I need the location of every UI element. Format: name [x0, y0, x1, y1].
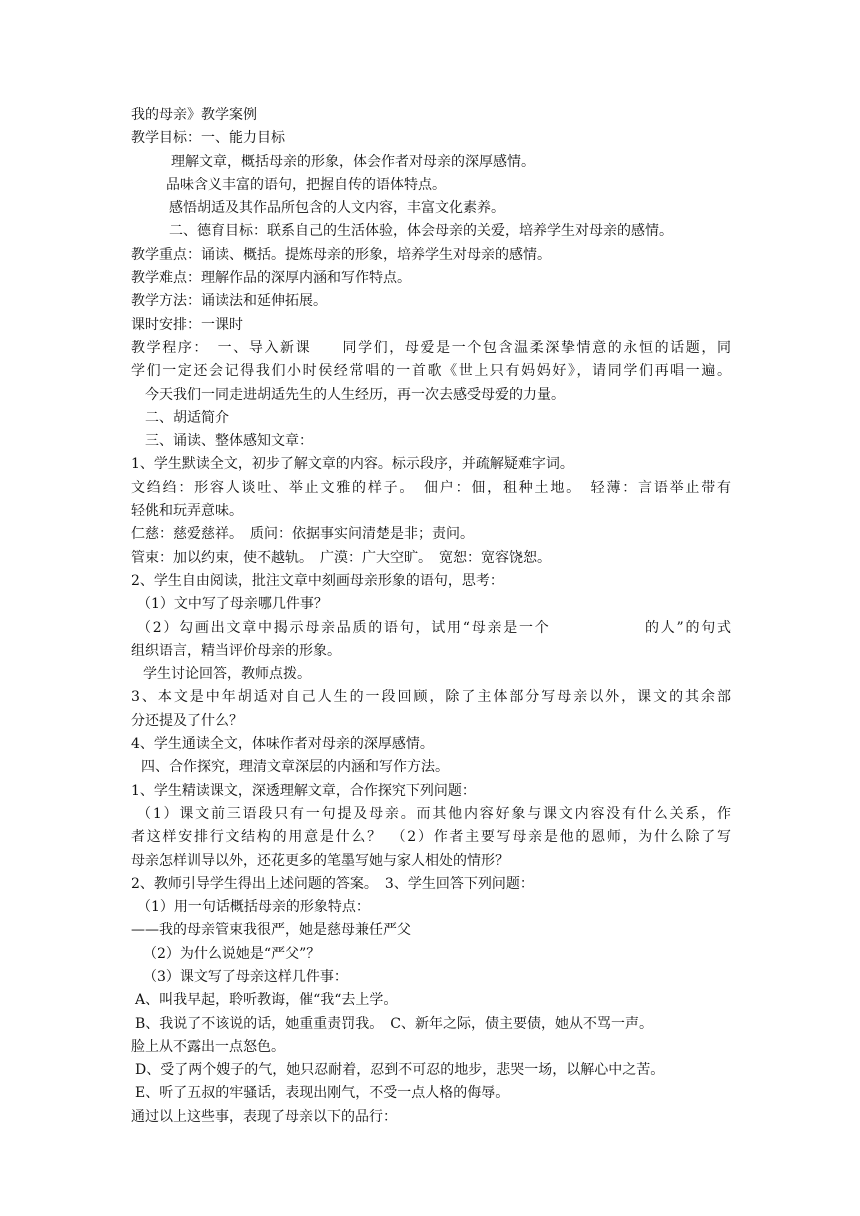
- doc-line: 教学目标：一、能力目标: [131, 130, 285, 147]
- doc-line: 感悟胡适及其作品所包含的人文内容，丰富文化素养。: [169, 200, 505, 217]
- doc-line: （3）课文写了母亲这样几件事：: [143, 968, 348, 985]
- doc-line: 学生讨论回答，教师点拨。: [143, 666, 311, 683]
- doc-line: 品味含义丰富的语句，把握自传的语体特点。: [166, 176, 446, 193]
- doc-line: 四、合作探究，理清文章深层的内涵和写作方法。: [141, 759, 449, 776]
- doc-line: 2、学生自由阅读，批注文章中刻画母亲形象的语句，思考：: [131, 572, 504, 589]
- doc-line: （2）勾画出文章中揭示母亲品质的语句，试用“母亲是一个 的人”的句式: [137, 619, 731, 636]
- doc-line: 组织语言，精当评价母亲的形象。: [131, 642, 341, 659]
- doc-line: 通过以上这些事，表现了母亲以下的品行：: [131, 1108, 397, 1125]
- doc-line: A、叫我早起，聆听教诲，催“我“去上学。: [135, 992, 398, 1009]
- doc-line: 教学方法：诵读法和延伸拓展。: [131, 293, 327, 310]
- doc-line: 仁慈：慈爱慈祥。 质问：依据事实问清楚是非；责问。: [131, 526, 474, 543]
- doc-line: 分还提及了什么？: [131, 712, 243, 729]
- doc-line: 3、本文是中年胡适对自己人生的一段回顾，除了主体部分写母亲以外，课文的其余部: [131, 689, 731, 706]
- doc-line: 课时安排：一课时: [131, 316, 243, 333]
- doc-line: 二、胡适简介: [145, 409, 229, 426]
- doc-line: （2）为什么说她是“严父”？: [143, 945, 321, 962]
- doc-line: 1、学生精读课文，深透理解文章，合作探究下列问题：: [131, 782, 476, 799]
- doc-line: 文绉绉：形容人谈吐、举止文雅的样子。 佃户：佃，租种土地。 轻薄：言语举止带有: [131, 479, 731, 496]
- doc-line: 三、诵读、整体感知文章：: [145, 433, 313, 450]
- doc-line: 4、学生通读全文，体味作者对母亲的深厚感情。: [131, 736, 434, 753]
- doc-line: 教学重点：诵读、概括。提炼母亲的形象，培养学生对母亲的感情。: [131, 246, 551, 263]
- doc-line: 学们一定还会记得我们小时侯经常唱的一首歌《世上只有妈妈好》，请同学们再唱一遍。: [131, 363, 731, 380]
- doc-line: 教学程序： 一、导入新课 同学们，母爱是一个包含温柔深挚情意的永恒的话题，同: [131, 339, 731, 356]
- doc-line: B、我说了不该说的话，她重重责罚我。 C、新年之际，债主要债，她从不骂一声。: [135, 1015, 653, 1032]
- doc-line: （1）课文前三语段只有一句提及母亲。而其他内容好象与课文内容没有什么关系，作: [137, 805, 731, 822]
- doc-line: 脸上从不露出一点怒色。: [131, 1038, 285, 1055]
- doc-line: E、听了五叔的牢骚话，表现出刚气，不受一点人格的侮辱。: [135, 1085, 510, 1102]
- doc-line: 1、学生默读全文，初步了解文章的内容。标示段序，并疏解疑难字词。: [131, 456, 574, 473]
- doc-line: 二、德育目标：联系自己的生活体验，体会母亲的关爱，培养学生对母亲的感情。: [169, 223, 673, 240]
- doc-line: （1）用一句话概括母亲的形象特点：: [137, 899, 370, 916]
- doc-line: 轻佻和玩弄意味。: [131, 503, 243, 520]
- doc-line: 今天我们一同走进胡适先生的人生经历，再一次去感受母爱的力量。: [145, 386, 565, 403]
- doc-line: 理解文章，概括母亲的形象，体会作者对母亲的深厚感情。: [171, 153, 535, 170]
- doc-line: （1）文中写了母亲哪几件事？: [137, 596, 328, 613]
- doc-line: 管束：加以约束，使不越轨。 广漠：广大空旷。 宽恕：宽容饶恕。: [131, 549, 551, 566]
- doc-line: 2、教师引导学生得出上述问题的答案。 3、学生回答下列问题：: [131, 875, 534, 892]
- doc-line: 教学难点：理解作品的深厚内涵和写作特点。: [131, 270, 411, 287]
- doc-title: 我的母亲》教学案例: [131, 107, 257, 123]
- doc-line: 者这样安排行文结构的用意是什么？ （2）作者主要写母亲是他的恩师，为什么除了写: [131, 829, 731, 846]
- doc-line: 母亲怎样训导以外，还花更多的笔墨写她与家人相处的情形？: [131, 852, 509, 869]
- document-body: [131, 104, 731, 1129]
- doc-line: ——我的母亲管束我很严，她是慈母兼任严父: [131, 922, 411, 939]
- doc-line: D、受了两个嫂子的气，她只忍耐着，忍到不可忍的地步，悲哭一场，以解心中之苦。: [135, 1062, 665, 1079]
